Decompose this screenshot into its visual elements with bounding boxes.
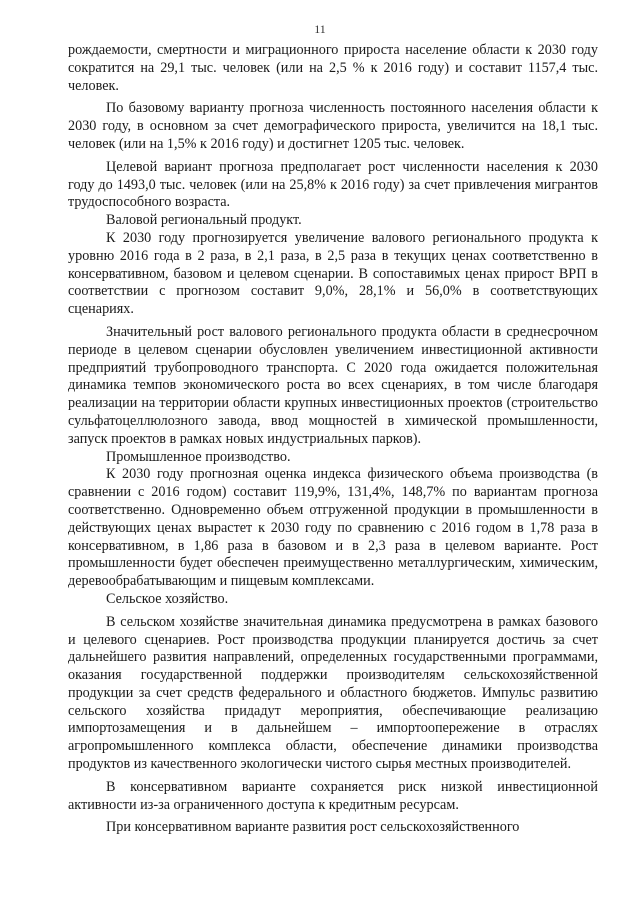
paragraph-grp-forecast: К 2030 году прогнозируется увеличение валового регионального продукта к уровню 2016 года в 2 раза, в 2,1 раза, в 2,5 раза в текущих ценах соответственно в консервативном, базовом и целевом сценарии. В сопоставимых ценах прирост ВРП в соответствии с прогнозом составит 9,0%, 28,1% и 56,0% в соответствующих сценариях. — [68, 229, 598, 318]
paragraph-grp-growth: Значительный рост валового регионального продукта области в среднесрочном периоде в целевом сценарии обусловлен увеличением инвестиционной активности предприятий трубопроводного транспорта. С 2020 года ожидается положительная динамика темпов экономического роста во всех сценариях, в том числе благодаря реализации на территории области крупных инвестиционных проектов (строительство сульфатоцеллюлозного завода, ввод мощностей в химической промышленности, запуск проектов в рамках новых индустриальных парков). — [68, 323, 598, 447]
paragraph-base-forecast: По базовому варианту прогноза численность постоянного населения области к 2030 году, в основном за счет демографического прироста, увеличится на 18,1 тыс. человек (или на 1,5% к 2016 году) и достигнет 1205 тыс. человек. — [68, 100, 598, 152]
paragraph-population-decline: рождаемости, смертности и миграционного прироста население области к 2030 году сократится на 29,1 тыс. человек (или на 2,5 % к 2016 году) и составит 1157,4 тыс. человек. — [68, 42, 598, 94]
paragraph-conservative-risk: В консервативном варианте сохраняется риск низкой инвестиционной активности из-за ограниченного доступа к кредитным ресурсам. — [68, 778, 598, 813]
paragraph-agriculture-dynamics: В сельском хозяйстве значительная динамика предусмотрена в рамках базового и целевого сценариев. Рост производства продукции планируется достичь за счет дальнейшего развития направлений, определенных государственными программами, оказания государственной поддержки производителям сельскохозяйственной продукции за счет средств федерального и областного бюджетов. Импульс развитию сельского хозяйства придадут мероприятия, обеспечивающие реализацию импортозамещения и в дальнейшем – импортоопережение в отраслях агропромышленного комплекса области, обеспечение динамики производства продуктов из качественного экологически чистого сырья местных производителей. — [68, 613, 598, 773]
section-heading-grp: Валовой региональный продукт. — [106, 212, 302, 229]
section-heading-agriculture: Сельское хозяйство. — [106, 590, 229, 607]
section-heading-industry: Промышленное производство. — [106, 448, 291, 465]
page-number: 11 — [314, 22, 326, 36]
paragraph-conservative-growth: При консервативном варианте развития рост сельскохозяйственного — [106, 819, 520, 836]
document-body — [68, 42, 598, 837]
paragraph-target-forecast: Целевой вариант прогноза предполагает рост численности населения к 2030 году до 1493,0 тыс. человек (или на 25,8% к 2016 году) за счет привлечения мигрантов трудоспособного возраста. — [68, 158, 598, 211]
paragraph-industry-forecast: К 2030 году прогнозная оценка индекса физического объема производства (в сравнении с 2016 годом) составит 119,9%, 131,4%, 148,7% по вариантам прогноза соответственно. Одновременно объем отгруженной продукции в промышленности в действующих ценах вырастет к 2030 году по сравнению с 2016 годом в 1,78 раза в консервативном, в 1,86 раза в базовом и в 2,3 раза в целевом варианте. Рост промышленности будет обеспечен преимущественно металлургическим, химическим, деревообрабатывающим и пищевым комплексами. — [68, 466, 598, 590]
